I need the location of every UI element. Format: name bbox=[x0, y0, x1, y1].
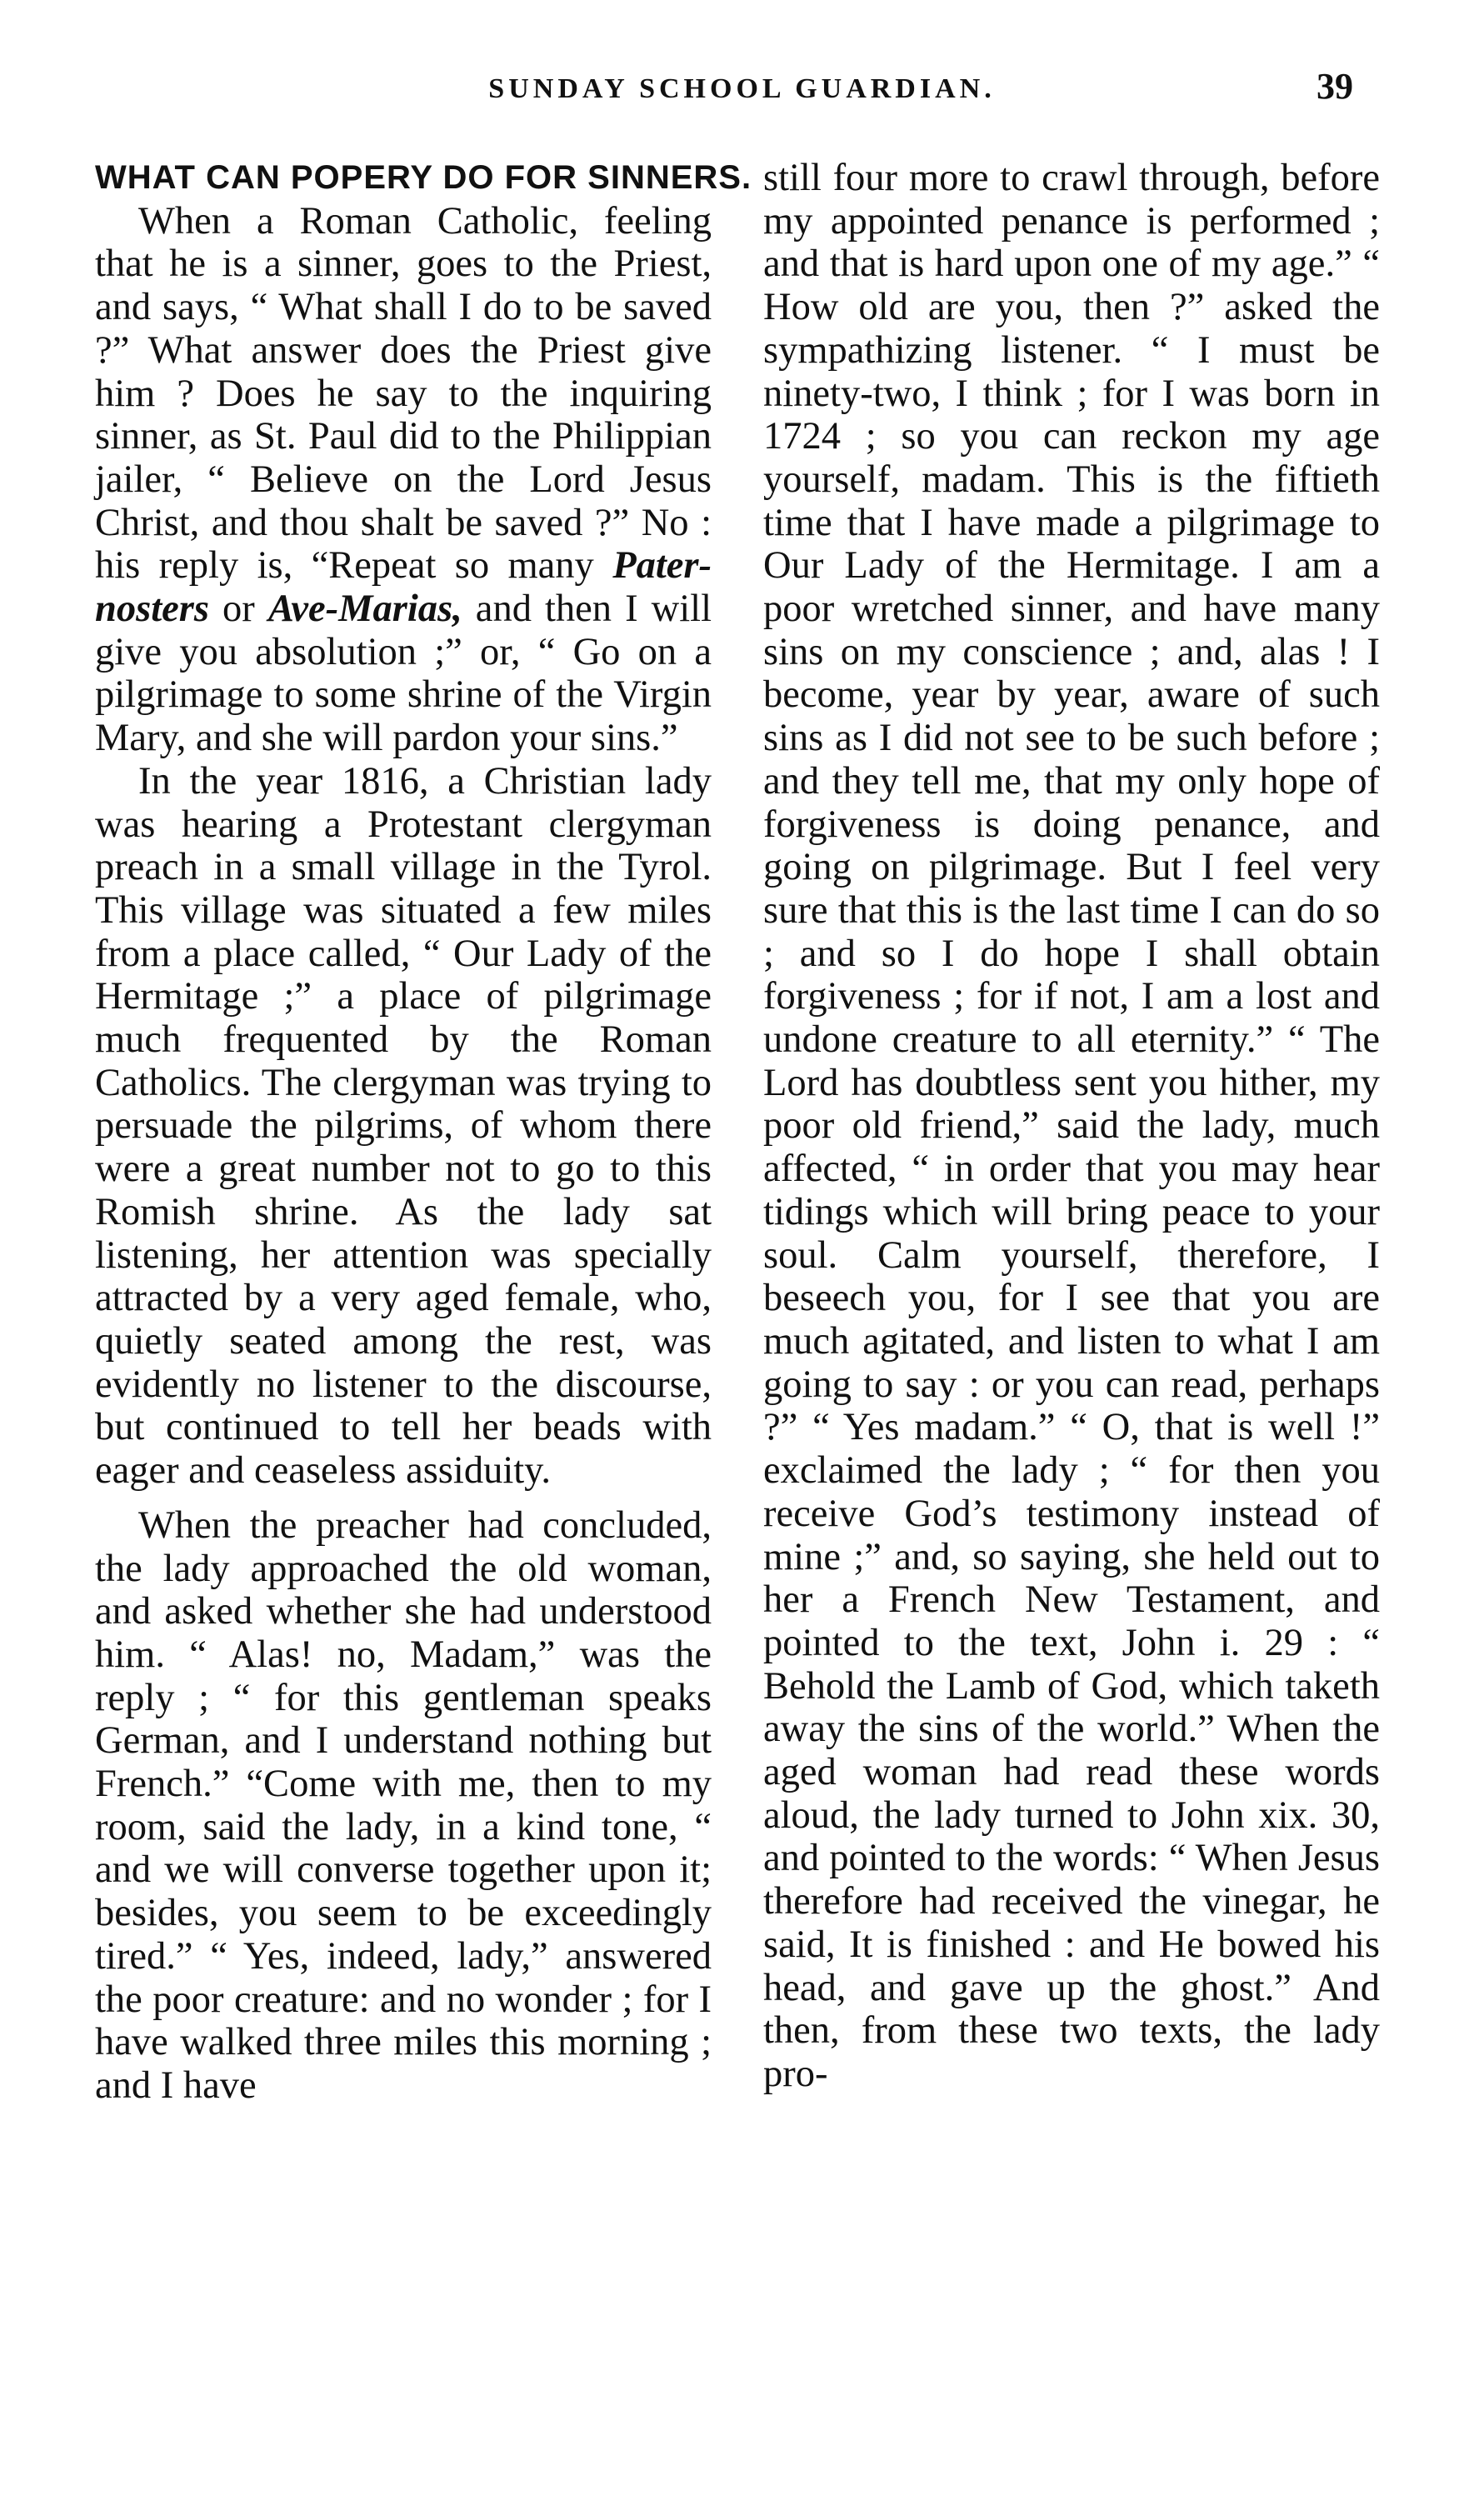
paragraph-1-text-c: or bbox=[208, 588, 268, 631]
paragraph-1-text-a: When a Roman Catholic, feeling that he is a sinner, goes to the Priest, and says, “ What shall I do to be saved ?” What answer does the Priest give him ? Does he say to the inquiring sinner, as St. Paul did to the Philippian jailer, “ Believe on the Lord Jesus Christ, and thou shalt be saved ?” No : his reply is, “Repeat so many bbox=[95, 199, 712, 588]
paragraph-spacer bbox=[95, 1493, 712, 1504]
paragraph-2: In the year 1816, a Christian lady was hearing a Protestant clergyman preach in a small village in the Tyrol. This village was situated a few miles from a place called, “ Our Lady of the Hermitage ;” a place of pilgrimage much frequented by the Roman Catholics. The clergyman was trying to persuade the pilgrims, of whom there were a great number not to go to this Romish shrine. As the lady sat listening, her attention was specially attracted by a very aged female, who, quietly seated among the rest, was evidently no listener to the discourse, but continued to tell her beads with eager and ceaseless assiduity. bbox=[95, 759, 712, 1493]
paragraph-1-text-e: and then I will give you absolution ;” or, “ Go on a pilgrimage to some shrine of the Virgin Mary, and she will pardon your sins.” bbox=[95, 588, 712, 760]
paragraph-1 bbox=[95, 200, 712, 760]
pater-nosters-term: Pater-nosters bbox=[95, 544, 712, 631]
running-title: SUNDAY SCHOOL GUARDIAN. bbox=[488, 73, 996, 104]
text-column-right bbox=[763, 157, 1380, 2096]
paragraph-3-continued: still four more to crawl through, before my appointed penance is performed ; and that is hard upon one of my age.” “ How old are you, then ?” asked the sympathizing listener. “ I must be ninety-two, I think ; for I was born in 1724 ; so you can reckon my age yourself, madam. This is the fiftieth time that I have made a pilgrimage to Our Lady of the Hermitage. I am a poor wretched sinner, and have many sins on my conscience ; and, alas ! I become, year by year, aware of such sins as I did not see to be such before ; and they tell me, that my only hope of forgiveness is doing penance, and going on pilgrimage. But I feel very sure that this is the last time I can do so ; and so I do hope I shall obtain forgiveness ; for if not, I am a lost and undone creature to all eternity.” “ The Lord has doubtless sent you hither, my poor old friend,” said the lady, much affected, “ in order that you may hear tidings which will bring peace to your soul. Calm yourself, therefore, I beseech you, for I see that you are much agitated, and listen to what I am going to say : or you can read, perhaps ?” “ Yes madam.” “ O, that is well !” exclaimed the lady ; “ for then you receive God’s testimony instead of mine ;” and, so saying, she held out to her a French New Testament, and pointed to the text, John i. 29 : “ Behold the Lamb of God, which taketh away the sins of the world.” When the aged woman had read these words aloud, the lady turned to John xix. 30, and pointed to the words: “ When Jesus therefore had received the vinegar, he said, It is finished : and He bowed his head, and gave up the ghost.” And then, from these two texts, the lady pro- bbox=[763, 157, 1380, 2095]
article-headline: WHAT CAN POPERY DO FOR SINNERS. bbox=[95, 159, 752, 196]
page-number: 39 bbox=[1317, 66, 1353, 107]
ave-marias-term: Ave-Marias, bbox=[267, 588, 462, 631]
paragraph-3: When the preacher had concluded, the lady approached the old woman, and asked whether she had understood him. “ Alas! no, Madam,” was the reply ; “ for this gentleman speaks German, and I understand nothing but French.” “Come with me, then to my room, said the lady, in a kind tone, “ and we will converse together upon it; besides, you seem to be exceedingly tired.” “ Yes, indeed, lady,” answered the poor creature: and no wonder ; for I have walked three miles this morning ; and I have bbox=[95, 1503, 712, 2107]
text-column-left bbox=[95, 157, 752, 2108]
